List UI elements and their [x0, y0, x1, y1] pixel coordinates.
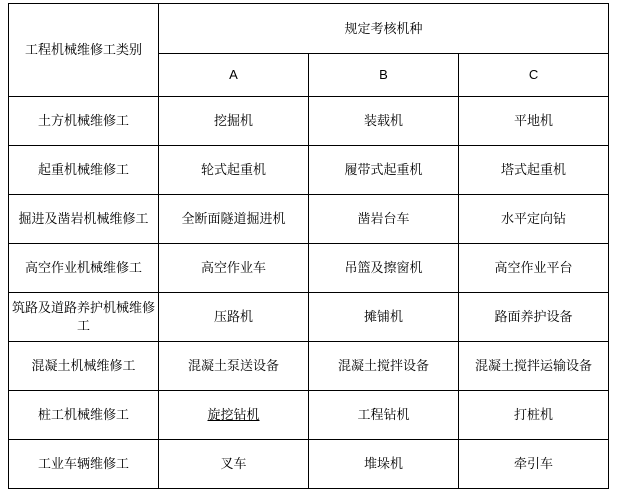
- row-machine-c: 水平定向钻: [459, 195, 609, 244]
- row-machine-c: 打桩机: [459, 391, 609, 440]
- header-category: 工程机械维修工类别: [9, 4, 159, 97]
- table-header-row-primary: [9, 4, 609, 54]
- header-sub-b: B: [309, 54, 459, 97]
- table-row: [9, 244, 609, 293]
- row-category: 掘进及凿岩机械维修工: [9, 195, 159, 244]
- row-category: 桩工机械维修工: [9, 391, 159, 440]
- row-machine-c: 塔式起重机: [459, 146, 609, 195]
- row-machine-c: 高空作业平台: [459, 244, 609, 293]
- row-machine-a: 轮式起重机: [159, 146, 309, 195]
- row-category: 工业车辆维修工: [9, 440, 159, 489]
- row-category: 高空作业机械维修工: [9, 244, 159, 293]
- machine-link[interactable]: 旋挖钻机: [207, 407, 260, 423]
- row-machine-b: 装载机: [309, 97, 459, 146]
- row-machine-b: 履带式起重机: [309, 146, 459, 195]
- row-machine-b: 凿岩台车: [309, 195, 459, 244]
- row-machine-a[interactable]: [159, 391, 309, 440]
- table-row: [9, 440, 609, 489]
- table-row: [9, 293, 609, 342]
- row-machine-a: 挖掘机: [159, 97, 309, 146]
- row-machine-b: 混凝土搅拌设备: [309, 342, 459, 391]
- row-category: 土方机械维修工: [9, 97, 159, 146]
- row-machine-a: 全断面隧道掘进机: [159, 195, 309, 244]
- row-machine-c: 平地机: [459, 97, 609, 146]
- row-machine-a: 高空作业车: [159, 244, 309, 293]
- row-category: 混凝土机械维修工: [9, 342, 159, 391]
- table-row: [9, 342, 609, 391]
- table-row: [9, 391, 609, 440]
- row-category: 筑路及道路养护机械维修工: [9, 293, 159, 342]
- row-machine-b: 吊篮及擦窗机: [309, 244, 459, 293]
- row-machine-b: 堆垛机: [309, 440, 459, 489]
- document-page: [0, 3, 623, 472]
- row-machine-a: 压路机: [159, 293, 309, 342]
- qualification-table: [8, 3, 609, 489]
- row-machine-a: 混凝土泵送设备: [159, 342, 309, 391]
- header-sub-c: C: [459, 54, 609, 97]
- table-row: [9, 146, 609, 195]
- header-group: 规定考核机种: [159, 4, 609, 54]
- row-category: 起重机械维修工: [9, 146, 159, 195]
- row-machine-c: 路面养护设备: [459, 293, 609, 342]
- row-machine-b: 摊铺机: [309, 293, 459, 342]
- row-machine-c: 牵引车: [459, 440, 609, 489]
- header-sub-a: A: [159, 54, 309, 97]
- row-machine-c: 混凝土搅拌运输设备: [459, 342, 609, 391]
- row-machine-b: 工程钻机: [309, 391, 459, 440]
- table-row: [9, 195, 609, 244]
- row-machine-a: 叉车: [159, 440, 309, 489]
- table-row: [9, 97, 609, 146]
